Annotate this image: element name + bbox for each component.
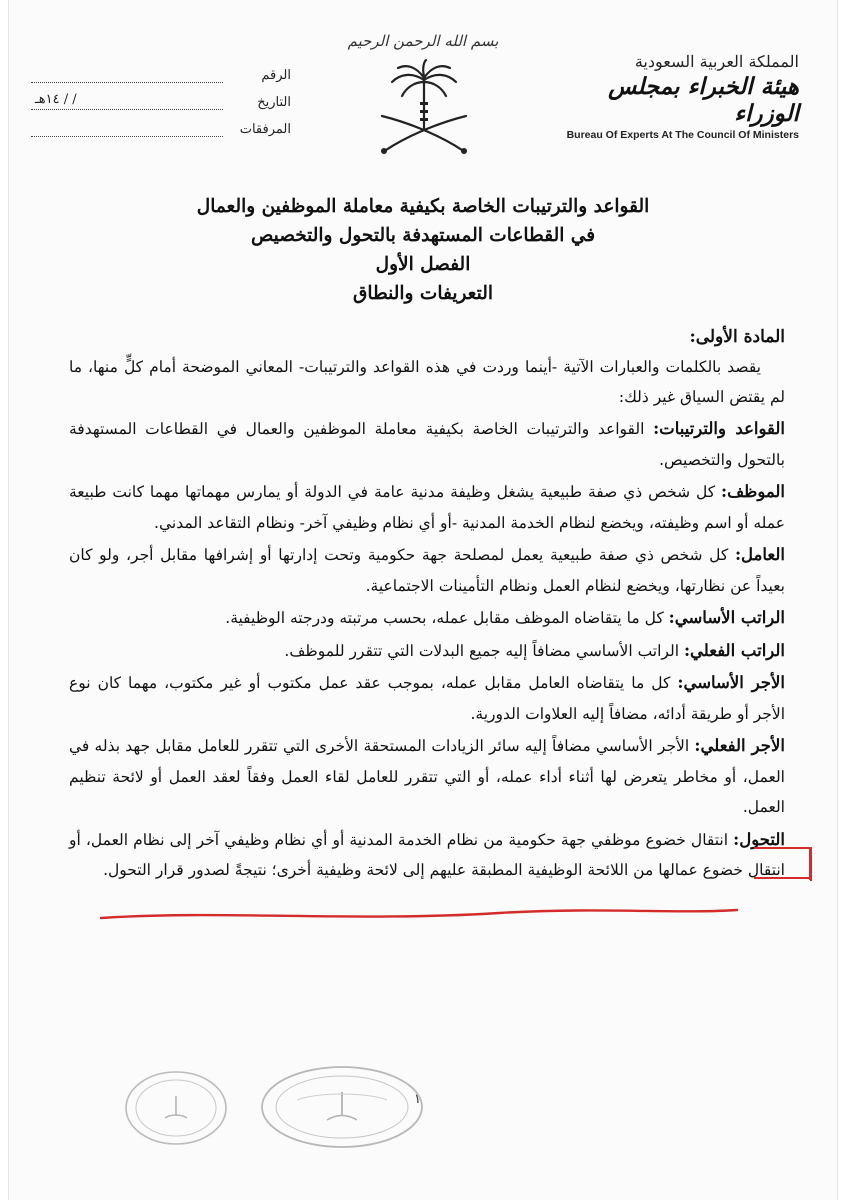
definition-text: الراتب الأساسي مضافاً إليه جميع البدلات التي تتقرر للموظف. [284, 641, 684, 660]
definition-term: العامل: [734, 545, 785, 564]
definition-transformation [69, 825, 785, 886]
definition-basic-salary [69, 603, 785, 634]
definition-rules [69, 414, 785, 475]
date-line [31, 92, 223, 110]
definition-term: الراتب الأساسي: [668, 608, 785, 627]
definition-basic-wage [69, 668, 785, 729]
definition-employee [69, 477, 785, 538]
document-body [69, 322, 785, 886]
definition-actual-salary [69, 636, 785, 667]
number-line [31, 68, 223, 83]
basmala: بسم الله الرحمن الرحيم [347, 32, 499, 50]
page-number: ١ [414, 1092, 421, 1107]
chapter-title: الفصل الأول [375, 254, 471, 275]
bureau-name-english: Bureau Of Experts At The Council Of Ministers [566, 129, 799, 141]
seal-stamp-icon [257, 1062, 427, 1152]
definition-actual-wage [69, 731, 785, 823]
definition-worker [69, 540, 785, 601]
saudi-emblem-palm-swords-icon [364, 58, 484, 158]
definition-text: كل ما يتقاضاه الموظف مقابل عمله، بحسب مرتبته ودرجته الوظيفية. [225, 609, 669, 627]
attachments-label: المرفقات [239, 122, 291, 137]
number-row [31, 62, 291, 89]
main-title: القواعد والترتيبات الخاصة بكيفية معاملة الموظفين والعمال [196, 196, 650, 217]
date-value: / / ١٤هـ [35, 92, 77, 107]
reference-fields [31, 62, 291, 143]
number-label: الرقم [261, 68, 291, 83]
red-underline-annotation [99, 904, 739, 924]
definition-term: الأجر الأساسي: [677, 673, 785, 692]
chapter-subtitle: التعريفات والنطاق [353, 283, 493, 304]
definition-term: التحول: [733, 829, 785, 849]
definition-term: الموظف: [721, 482, 785, 501]
attachments-row [31, 116, 291, 143]
red-bracket-side [809, 847, 811, 880]
article-intro: يقصد بالكلمات والعبارات الآتية -أينما وردت في هذه القواعد والترتيبات- المعاني الموضحة أمام كلٍّ منها، ما لم يقتض السياق غير ذلك: [69, 358, 785, 406]
definition-text: كل شخص ذي صفة طبيعية يعمل لمصلحة جهة حكومية وتحت إدارتها أو إشرافها مقابل أجر، ولو كان بعيداً عن نظارتها، ويخضع لنظام العمل ونظام التأمينات الاجتماعية. [69, 546, 785, 595]
date-label: التاريخ [257, 95, 291, 110]
date-row [31, 89, 291, 116]
kingdom-name: المملكة العربية السعودية [634, 52, 799, 71]
definition-text: الأجر الأساسي مضافاً إليه سائر الزيادات المستحقة الأخرى التي تتقرر للعامل مقابل جهد بذله في العمل، أو مخاطر يتعرض لها أثناء أداء عمله، أو التي تتقرر للعامل لقاء العمل وفقاً لعقد العمل أو لائحة تنظيم العمل. [69, 737, 785, 816]
definition-term: القواعد والترتيبات: [653, 419, 785, 438]
bureau-name-arabic: هيئة الخبراء بمجلس الوزراء [608, 73, 799, 127]
attachments-line [31, 122, 223, 137]
definition-text: كل شخص ذي صفة طبيعية يشغل وظيفة مدنية عامة في الدولة أو يمارس مهماتها مهما كانت طبيعة عمله أو اسم وظيفته، ويخضع لنظام الخدمة المدنية -أو أي نظام وظيفي آخر- ونظام التقاعد المدني. [69, 483, 785, 532]
definition-text: انتقال خضوع موظفي جهة حكومية من نظام الخدمة المدنية أو أي نظام وظيفي آخر إلى نظام العمل، أو انتقال خضوع عمالها من اللائحة الوظيفية المطبقة عليهم إلى لائحة وظيفية أخرى؛ نتيجةً لصدور قرار التحول. [69, 830, 785, 879]
seal-stamp-icon [121, 1068, 231, 1148]
red-bracket-annotation [754, 847, 812, 881]
subtitle: في القطاعات المستهدفة بالتحول والتخصيص [250, 225, 596, 246]
document-titles [9, 192, 837, 308]
definition-term: الراتب الفعلي: [683, 640, 785, 660]
definition-text: القواعد والترتيبات الخاصة بكيفية معاملة الموظفين والعمال في القطاعات المستهدفة بالتحول والتخصيص. [69, 420, 785, 469]
article-heading: المادة الأولى: [689, 327, 785, 347]
bureau-letterhead [549, 52, 799, 141]
definition-text: كل ما يتقاضاه العامل مقابل عمله، بموجب عقد عمل مكتوب أو غير مكتوب، مهما كان نوع الأجر أو طريقة أدائه، مضافاً إليه العلاوات الدورية. [69, 674, 785, 723]
definition-term: الأجر الفعلي: [694, 736, 785, 755]
document-page [8, 0, 838, 1200]
red-bracket-foot [754, 877, 812, 879]
